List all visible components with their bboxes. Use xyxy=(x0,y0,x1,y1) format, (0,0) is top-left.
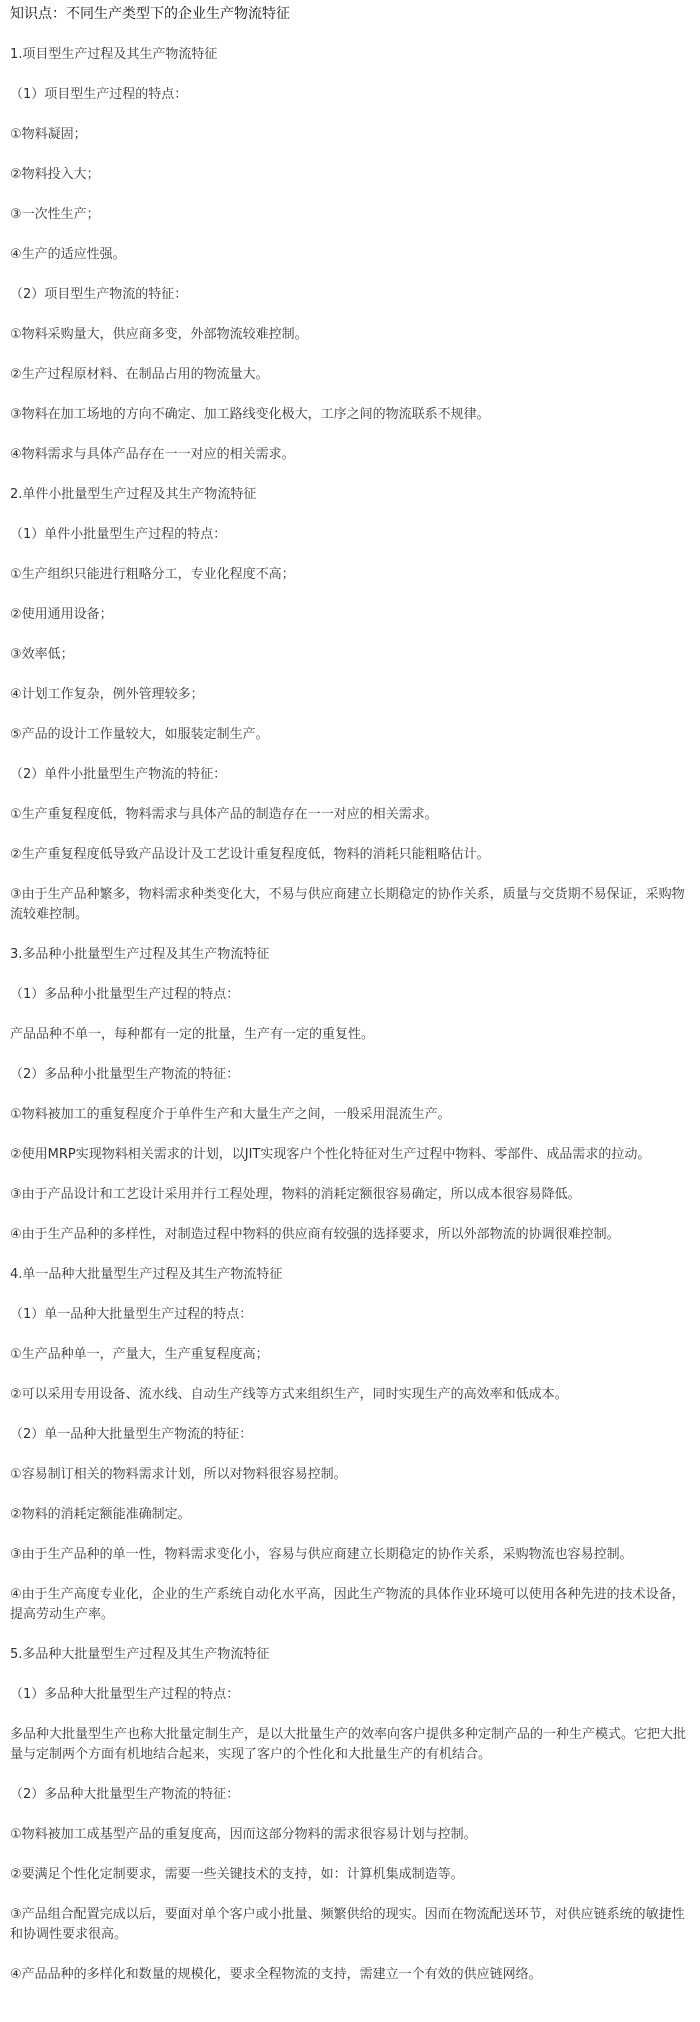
list-item: ④由于生产品种的多样性，对制造过程中物料的供应商有较强的选择要求，所以外部物流的协调很难控制。 xyxy=(10,1227,620,1242)
list-item: ③效率低； xyxy=(10,647,74,662)
section-heading-4: 4.单一品种大批量型生产过程及其生产物流特征 xyxy=(10,1267,283,1282)
list-item: ①容易制订相关的物料需求计划，所以对物料很容易控制。 xyxy=(10,1467,347,1482)
subheading: （2）多品种大批量型生产物流的特征： xyxy=(10,1787,240,1802)
list-item: ③物料在加工场地的方向不确定、加工路线变化极大，工序之间的物流联系不规律。 xyxy=(10,407,490,422)
subheading: （1）多品种小批量型生产过程的特点： xyxy=(10,987,240,1002)
subheading: （2）项目型生产物流的特征： xyxy=(10,287,188,302)
body-text: 产品品种不单一，每种都有一定的批量，生产有一定的重复性。 xyxy=(10,1027,375,1042)
list-item: ②使用MRP实现物料相关需求的计划，以JIT实现客户个性化特征对生产过程中物料、零部件、成品需求的拉动。 xyxy=(10,1147,651,1162)
list-item: ②生产过程原材料、在制品占用的物流量大。 xyxy=(10,367,269,382)
list-item: ④生产的适应性强。 xyxy=(10,247,126,262)
page-title: 知识点：不同生产类型下的企业生产物流特征 xyxy=(10,6,290,22)
list-item: ③由于生产品种的单一性，物料需求变化小，容易与供应商建立长期稳定的协作关系，采购物流也容易控制。 xyxy=(10,1547,633,1562)
list-item: ④产品品种的多样化和数量的规模化，要求全程物流的支持，需建立一个有效的供应链网络。 xyxy=(10,1967,542,1982)
subheading: （1）多品种大批量型生产过程的特点： xyxy=(10,1687,240,1702)
list-item: ③产品组合配置完成以后，要面对单个客户或小批量、频繁供给的现实。因而在物流配送环节，对供应链系统的敏捷性和协调性要求很高。 xyxy=(10,1907,685,1942)
list-item: ②生产重复程度低导致产品设计及工艺设计重复程度低，物料的消耗只能粗略估计。 xyxy=(10,847,490,862)
list-item: ②物料投入大； xyxy=(10,167,100,182)
list-item: ④物料需求与具体产品存在一一对应的相关需求。 xyxy=(10,447,295,462)
list-item: ①物料被加工的重复程度介于单件生产和大量生产之间，一般采用混流生产。 xyxy=(10,1107,451,1122)
list-item: ③由于生产品种繁多，物料需求种类变化大，不易与供应商建立长期稳定的协作关系，质量与交货期不易保证，采购物流较难控制。 xyxy=(10,887,685,922)
list-item: ①物料凝固； xyxy=(10,127,87,142)
body-text: 多品种大批量型生产也称大批量定制生产，是以大批量生产的效率向客户提供多种定制产品的一种生产模式。它把大批量与定制两个方面有机地结合起来，实现了客户的个性化和大批量生产的有机结合。 xyxy=(10,1727,687,1762)
subheading: （1）单件小批量型生产过程的特点： xyxy=(10,527,227,542)
list-item: ①物料采购量大，供应商多变，外部物流较难控制。 xyxy=(10,327,308,342)
list-item: ①生产品种单一，产量大，生产重复程度高； xyxy=(10,1347,269,1362)
list-item: ②可以采用专用设备、流水线、自动生产线等方式来组织生产，同时实现生产的高效率和低成本。 xyxy=(10,1387,568,1402)
list-item: ③一次性生产； xyxy=(10,207,100,222)
list-item: ③由于产品设计和工艺设计采用并行工程处理，物料的消耗定额很容易确定，所以成本很容易降低。 xyxy=(10,1187,581,1202)
list-item: ④计划工作复杂，例外管理较多； xyxy=(10,687,204,702)
list-item: ②要满足个性化定制要求，需要一些关键技术的支持，如：计算机集成制造等。 xyxy=(10,1867,464,1882)
subheading: （1）项目型生产过程的特点： xyxy=(10,87,188,102)
subheading: （2）多品种小批量型生产物流的特征： xyxy=(10,1067,240,1082)
subheading: （2）单一品种大批量型生产物流的特征： xyxy=(10,1427,253,1442)
list-item: ①生产组织只能进行粗略分工，专业化程度不高； xyxy=(10,567,295,582)
section-heading-5: 5.多品种大批量型生产过程及其生产物流特征 xyxy=(10,1647,270,1662)
list-item: ①生产重复程度低，物料需求与具体产品的制造存在一一对应的相关需求。 xyxy=(10,807,438,822)
subheading: （2）单件小批量型生产物流的特征： xyxy=(10,767,227,782)
section-heading-1: 1.项目型生产过程及其生产物流特征 xyxy=(10,47,218,62)
section-heading-2: 2.单件小批量型生产过程及其生产物流特征 xyxy=(10,487,257,502)
section-heading-3: 3.多品种小批量型生产过程及其生产物流特征 xyxy=(10,947,270,962)
subheading: （1）单一品种大批量型生产过程的特点： xyxy=(10,1307,253,1322)
list-item: ②使用通用设备； xyxy=(10,607,113,622)
list-item: ④由于生产高度专业化，企业的生产系统自动化水平高，因此生产物流的具体作业环境可以使用各种先进的技术设备，提高劳动生产率。 xyxy=(10,1587,685,1622)
list-item: ②物料的消耗定额能准确制定。 xyxy=(10,1507,191,1522)
list-item: ⑤产品的设计工作量较大，如服装定制生产。 xyxy=(10,727,269,742)
list-item: ①物料被加工成基型产品的重复度高，因而这部分物料的需求很容易计划与控制。 xyxy=(10,1827,477,1842)
